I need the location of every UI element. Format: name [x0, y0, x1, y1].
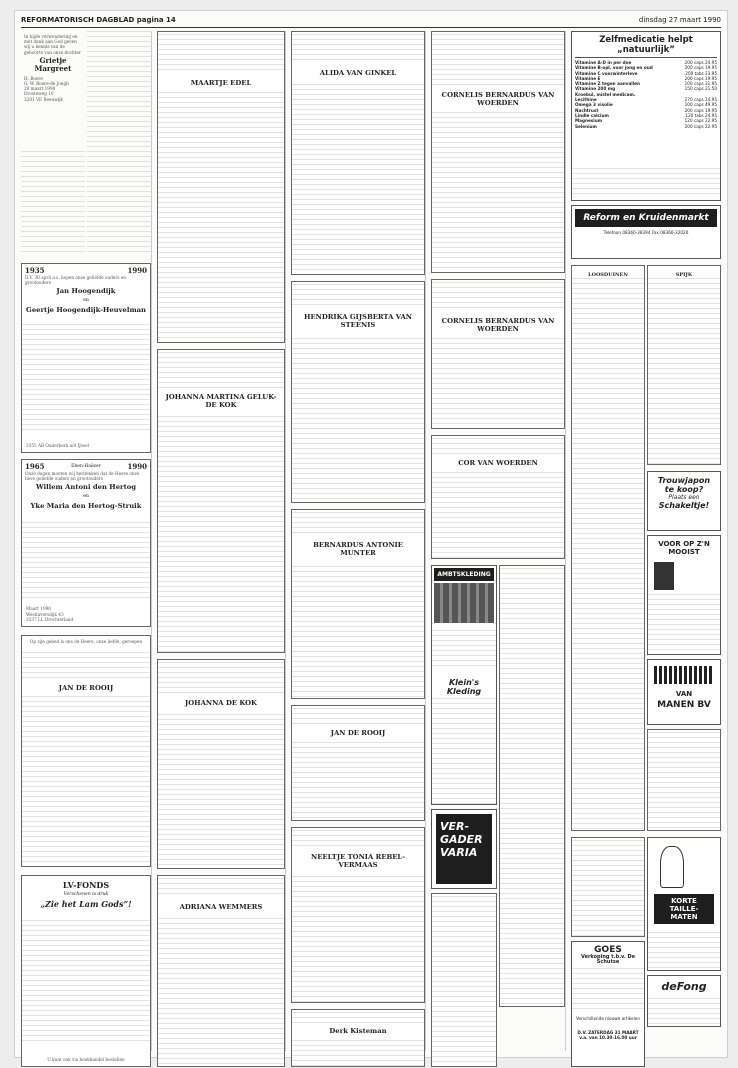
text-filler — [648, 594, 720, 654]
text-filler — [87, 31, 151, 256]
text-filler — [432, 34, 564, 86]
text-filler — [292, 34, 424, 64]
text-filler — [648, 278, 720, 464]
ad-ambtskleding — [431, 565, 497, 805]
lv-fonds-footer: U kunt ook via boekhandel bestellen — [47, 1056, 125, 1062]
death-announcement-cor — [431, 435, 565, 559]
text-filler — [292, 338, 424, 502]
product-price: 100 caps 31.95 — [684, 81, 717, 87]
death-announcement-steenis — [291, 281, 425, 503]
death-announcement-woerden-1 — [431, 31, 565, 273]
text-filler — [432, 282, 564, 312]
trouw-line-2: te koop? — [664, 485, 704, 494]
text-filler — [292, 708, 424, 726]
anniversary-1965-name-1: Willem Antoni den Hertog — [35, 483, 137, 492]
product-price: 200 caps 22.95 — [684, 123, 717, 129]
birth-announcement — [21, 31, 85, 151]
text-filler — [22, 522, 150, 600]
text-filler — [292, 84, 424, 274]
text-filler — [22, 696, 150, 866]
photo-box — [654, 562, 674, 590]
lv-fonds-ad — [21, 875, 151, 1067]
anniversary-footer: 3355 AB Ouderkerk a/d IJssel — [26, 442, 89, 448]
kruidenmarkt-phone: Telefoon 08360-38394 Fax 08360-32020 — [603, 230, 689, 235]
text-filler — [158, 352, 284, 388]
death-name-geluk: JOHANNA MARTINA GELUK-DE KOK — [165, 393, 277, 409]
anniversary-name-2: Geertje Hoogendijk-Heuvelman — [26, 306, 146, 315]
column-5 — [571, 31, 721, 1051]
death-name-ginkel: ALIDA VAN GINKEL — [319, 69, 397, 77]
product-name: Lindle calcium — [575, 112, 609, 118]
voor-line-1: VOOR OP Z'N — [658, 540, 710, 548]
trouw-line-1: Trouwjapon — [657, 476, 711, 485]
anniversary-1965-years — [25, 463, 147, 471]
column-2 — [157, 31, 286, 1051]
product-name: Omega 3 visolie — [575, 102, 613, 108]
product-name: Selenium — [575, 123, 597, 129]
church-services-left — [571, 265, 645, 831]
death-name: JAN DE ROOIJ — [58, 684, 114, 693]
church-services-left-2 — [571, 837, 645, 937]
defong-logo: deFong — [661, 980, 707, 993]
column-1 — [21, 31, 152, 1062]
anniversary-years — [25, 267, 147, 275]
text-filler — [432, 112, 564, 272]
death-announcement-woerden-2 — [431, 279, 565, 429]
death-announcement-rebel — [291, 827, 425, 1003]
trouw-line-4: Schakeltje! — [658, 501, 710, 510]
death-name-rebel: NEELTJE TONIA REBEL-VERMAAS — [311, 853, 405, 869]
kruidenmarkt-logo: Reform en Kruidenmarkt — [575, 209, 717, 227]
text-filler — [22, 920, 150, 1042]
text-filler — [292, 742, 424, 820]
manen-line-2: MANEN BV — [657, 700, 711, 710]
death-name-steenis: HENDRIKA GIJSBERTA VAN STEENIS — [304, 313, 412, 329]
text-filler — [648, 732, 720, 830]
product-price: 120 caps 22.95 — [684, 118, 717, 124]
masthead — [21, 13, 721, 28]
death-intro: Op zijn gebed is ons de Heere, onze liefde, geroepen — [29, 639, 143, 644]
korte-line-3: MATEN — [670, 913, 698, 921]
anniversary-name-1: Jan Hoogendijk — [56, 287, 116, 296]
text-filler — [572, 278, 644, 830]
anniversary-en: en — [83, 298, 89, 304]
product-name: Nachtrust — [575, 107, 599, 113]
ad-korte-taille — [647, 837, 721, 971]
death-name-kok: JOHANNA DE KOK — [185, 699, 257, 707]
product-name: Magnesium — [575, 118, 603, 124]
birth-detail: H. Boere G. W. Boere-de Jongh 20 maart 1990 Drosteweg 10 3201 VE Reeuwijk — [24, 75, 69, 102]
column-4 — [431, 31, 566, 1051]
church-services-right-2 — [647, 729, 721, 831]
product-name: Vitamine E — [575, 75, 601, 81]
birth-intro: In bijde verwondering en met dank aan God geven wij u kennis van de geboorte van onze dochter — [24, 34, 81, 55]
text-filler — [432, 630, 496, 670]
ad-ambtskleding-label: AMBTSKLEDING — [434, 568, 494, 581]
column-3 — [291, 31, 426, 1051]
text-filler — [292, 284, 424, 308]
ad-kruidenmarkt — [571, 205, 721, 259]
anniversary-1965-footer: Maart 1990 Westlaversdijk 43 3337 LL Drechterland — [26, 606, 74, 622]
zelfmedicatie-title: Zelfmedicatie helpt „natuurlijk” — [599, 35, 693, 55]
text-filler — [158, 878, 284, 898]
death-name-woerden-1: CORNELIS BERNARDUS VAN WOERDEN — [441, 91, 555, 107]
anniversary-1965-intro: Onze dagen moeten wij herdenken dat de Heere onze lieve geliefde ouders en grootouders — [25, 471, 141, 482]
anniversary-1965-name-2: Yke Maria den Hertog-Struik — [30, 502, 142, 511]
voor-line-2: MOOIST — [668, 548, 700, 556]
text-filler — [572, 168, 720, 198]
product-price: 200 tabs 23.95 — [685, 70, 717, 76]
product-name: Kroebul, mistel medicam. — [575, 91, 636, 97]
anniversary-intro: D.V. 30 april a.s. hopen onze geliefde ouders en grootouders — [25, 275, 128, 286]
ad-vergader-varia — [431, 809, 497, 889]
church-title-left: LOOSDUINEN — [588, 272, 628, 278]
anniversary-1965 — [21, 459, 151, 627]
text-filler — [572, 968, 644, 1012]
year-mid: Eben-Haëzer — [71, 464, 101, 469]
death-name-wemmers: ADRIANA WEMMERS — [179, 903, 263, 911]
lv-fonds-quote: „Zie het Lam Gods”! — [40, 899, 132, 909]
death-announcement-wemmers — [157, 875, 285, 1067]
text-filler — [432, 698, 496, 804]
product-name: Lecithine — [575, 97, 597, 103]
text-filler — [292, 1040, 424, 1066]
death-name-edel: MAARTJE EDEL — [190, 79, 252, 87]
vergader-line-3: VARIA — [440, 846, 478, 859]
product-price: 150 caps 21.50 — [684, 86, 717, 92]
product-name: Vitamine 200 mg — [575, 86, 616, 92]
goes-title: GOES — [594, 945, 622, 955]
text-filler — [432, 472, 564, 558]
year-left: 1935 — [25, 266, 45, 275]
death-name-munter: BERNARDUS ANTONIE MUNTER — [313, 541, 403, 557]
year-right: 1990 — [127, 462, 147, 471]
product-name: Vitamine Z tegen aanvallen — [575, 81, 641, 87]
death-name-cor: COR VAN WOERDEN — [458, 459, 538, 467]
price-row — [575, 124, 717, 129]
death-announcement-geluk — [157, 349, 285, 653]
death-announcement-kisteman — [291, 1009, 425, 1067]
announcement-small — [21, 151, 85, 256]
anniversary-1965-en: en — [83, 494, 89, 500]
text-filler — [292, 830, 424, 850]
product-price: 100 caps 49.95 — [684, 102, 717, 108]
goes-sub: Verkoping t.b.v. De Schutse — [580, 954, 636, 966]
ad-goes — [571, 941, 645, 1067]
product-price: 200 caps 24.95 — [684, 60, 717, 65]
ad-trouwjapon — [647, 471, 721, 531]
text-filler — [292, 512, 424, 536]
text-filler — [22, 652, 150, 682]
church-services-right — [647, 265, 721, 465]
text-filler — [292, 1012, 424, 1024]
suit-photo — [434, 583, 494, 623]
death-name-woerden-2: CORNELIS BERNARDUS VAN WOERDEN — [441, 317, 555, 333]
product-name: Vitamine C voorwinterleve — [575, 70, 638, 76]
text-filler — [158, 34, 284, 74]
text-filler — [158, 416, 284, 652]
church-services-bottom — [431, 893, 497, 1067]
ad-klein-logo: Klein's Kleding — [446, 678, 482, 696]
korte-logo — [654, 894, 714, 924]
text-filler — [158, 662, 284, 694]
product-price: 120 tabs 24.95 — [685, 112, 717, 118]
product-price: 270 caps 24.95 — [684, 97, 717, 103]
anniversary-announcement — [21, 263, 151, 453]
goes-date: D.V. ZATERDAG 31 MAART v.a. van 10.30-16.00 uur — [577, 1030, 639, 1041]
text-filler — [648, 998, 720, 1026]
masthead-right: dinsdag 27 maart 1990 — [638, 16, 721, 24]
ad-voor-op — [647, 535, 721, 655]
ad-van-manen — [647, 659, 721, 725]
korte-line-2: TAILLE- — [669, 905, 699, 913]
text-filler — [158, 92, 284, 342]
newspaper-page — [14, 10, 728, 1062]
death-announcement-rooij-2 — [291, 705, 425, 821]
korte-line-1: KORTE — [671, 897, 697, 905]
vergader-line-2: GADER — [440, 833, 483, 846]
birth-name: Grietje Margreet — [34, 55, 72, 73]
death-name-rooij-2: JAN DE ROOIJ — [330, 729, 386, 737]
year-left: 1965 — [25, 462, 45, 471]
death-announcement-ginkel — [291, 31, 425, 275]
dress-sketch — [660, 846, 684, 888]
text-filler — [292, 876, 424, 1002]
building-graphic — [654, 666, 714, 684]
death-announcement-kok — [157, 659, 285, 869]
divider — [575, 57, 717, 58]
manen-line-1: VAN — [675, 690, 693, 698]
vergader-line-1: VER- — [440, 820, 470, 833]
product-price: 200 caps 19.95 — [684, 107, 717, 113]
church-title-right: SPIJK — [675, 272, 693, 278]
church-services-middle — [499, 565, 565, 1007]
year-right: 1990 — [127, 266, 147, 275]
text-filler — [22, 324, 150, 432]
vergader-varia-logo — [436, 814, 492, 884]
product-name: Vitamine A-D in per doe — [575, 60, 632, 65]
price-list — [575, 60, 717, 129]
text-filler — [292, 566, 424, 698]
announcement-column-right — [87, 31, 151, 256]
ad-zelfmedicatie — [571, 31, 721, 201]
text-filler — [432, 338, 564, 428]
trouw-line-3: Plaats een — [668, 494, 700, 501]
lv-fonds-title: LV-FONDS — [62, 880, 110, 890]
death-announcement-munter — [291, 509, 425, 699]
text-filler — [158, 918, 284, 1066]
product-price: 200 caps 19.95 — [684, 75, 717, 81]
death-announcement-rooij — [21, 635, 151, 867]
death-name-kisteman: Derk Kisteman — [329, 1027, 387, 1035]
text-filler — [500, 568, 564, 1006]
goes-note: Verschillende nieuwe artikelen — [576, 1016, 640, 1021]
text-filler — [572, 840, 644, 936]
text-filler — [432, 438, 564, 456]
text-filler — [648, 932, 720, 970]
text-filler — [432, 896, 496, 1066]
text-filler — [158, 714, 284, 868]
ad-defong — [647, 975, 721, 1027]
text-filler — [21, 151, 85, 256]
lv-fonds-sub: Verschenen is druk — [63, 892, 109, 897]
death-announcement-edel — [157, 31, 285, 343]
product-price: 200 caps 19.95 — [684, 65, 717, 71]
product-name: Vitamine B-opl. voor jong en oud — [575, 65, 653, 71]
masthead-left: REFORMATORISCH DAGBLAD pagina 14 — [21, 16, 176, 24]
